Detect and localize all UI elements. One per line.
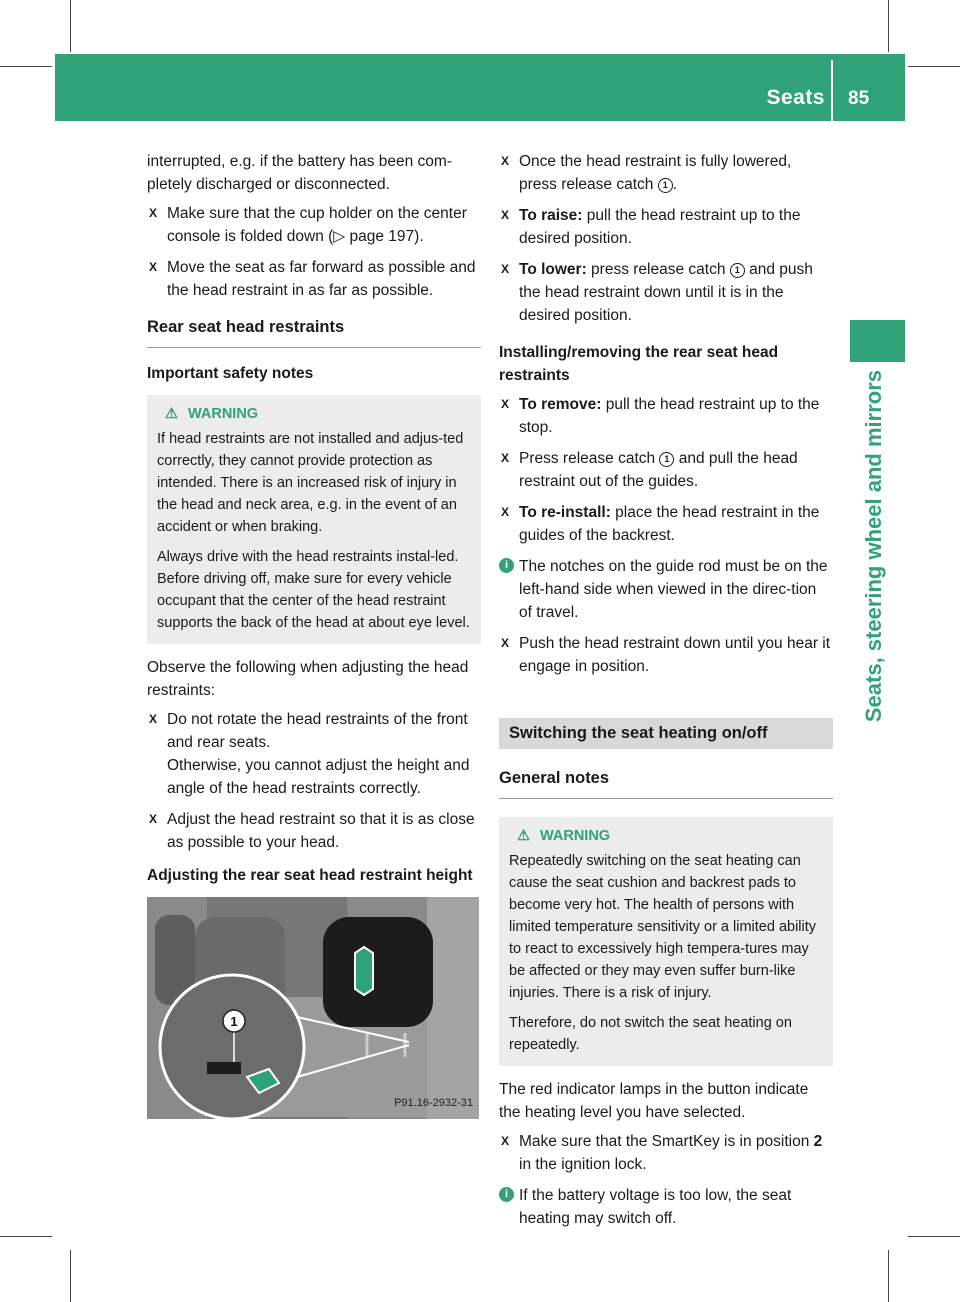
photo-reference: P91.16-2932-31 <box>394 1097 473 1109</box>
info-text: If the battery voltage is too low, the seat heating may switch off. <box>519 1187 792 1227</box>
warning-box <box>147 395 481 644</box>
step-to-reinstall <box>499 501 833 547</box>
warning-text: If head restraints are not installed and adjus-ted correctly, they cannot provide protection as intended. There is an increased risk of injury in the head and neck area, e.g. in the event of an accident or when braking. <box>157 431 464 535</box>
step-cup-holder: X Make sure that the cup holder on the center console is folded down (▷ page 197). <box>147 202 481 248</box>
step-keyword: To re-install: <box>519 504 611 521</box>
intro-text: interrupted, e.g. if the battery has been com-pletely discharged or disconnected. <box>147 153 453 193</box>
crop-mark <box>908 1236 960 1237</box>
callout-number-icon: 1 <box>659 452 674 467</box>
step-press-catch <box>499 150 833 196</box>
crop-mark <box>0 1236 52 1237</box>
warning-text: Repeatedly switching on the seat heating can cause the seat cushion and backrest pads to become very hot. The health of persons with limited temperature sensitivity or a limited ability to react to excessively high tempera-tures may be affected or they may even suffer burn-like injuries. There is a risk of injury. <box>509 853 817 1001</box>
header-divider <box>831 60 833 121</box>
step-text: and push the head restraint down until it is in the desired position. <box>519 261 813 324</box>
photo-callout-number: 1 <box>230 1014 238 1029</box>
step-text: and pull the head restraint out of the guides. <box>519 450 798 490</box>
warning-label: WARNING <box>540 828 611 844</box>
page-number: 85 <box>848 88 870 109</box>
step-text: in the ignition lock. <box>519 1156 647 1173</box>
warning-text: Always drive with the head restraints instal-led. Before driving off, make sure for every vehicle occupant that the center of the head restraint supports the back of the head at about eye level. <box>157 549 470 631</box>
head-restraint-illustration <box>147 897 479 1119</box>
step-move-seat: X Move the seat as far forward as possible and the head restraint in as far as possible. <box>147 256 481 302</box>
warning-triangle-icon: ⚠ <box>165 406 178 422</box>
callout-number-icon: 1 <box>730 263 745 278</box>
step-push-down: X Push the head restraint down until you hear it engage in position. <box>499 632 833 678</box>
page-section-title: Seats <box>766 86 825 109</box>
step-to-remove <box>499 393 833 439</box>
step-text: Press release catch <box>519 450 660 467</box>
warning-label: WARNING <box>188 406 259 422</box>
chapter-tab <box>850 320 905 362</box>
callout-number-icon: 1 <box>658 178 673 193</box>
step-keyword: 2 <box>813 1133 823 1150</box>
chapter-label <box>855 370 895 870</box>
info-icon: i <box>499 558 514 573</box>
step-keyword: To raise: <box>519 207 583 224</box>
step-keyword: To remove: <box>519 396 602 413</box>
step-text: Do not rotate the head restraints of the front and rear seats. <box>167 711 468 751</box>
step-smartkey <box>499 1130 833 1176</box>
head-restraint-photo <box>147 897 479 1119</box>
step-text: . <box>672 176 678 193</box>
step-keyword: To lower: <box>519 261 587 278</box>
crop-mark <box>908 66 960 67</box>
crop-mark <box>70 1250 71 1302</box>
warning-box <box>499 817 833 1066</box>
crop-mark <box>888 1250 889 1302</box>
observe-text: Observe the following when adjusting the head restraints: <box>147 659 469 699</box>
heading-adjust-height: Adjusting the rear seat head restraint height <box>147 867 473 884</box>
heading-install-remove: Installing/removing the rear seat head restraints <box>499 344 779 384</box>
heading-general-notes: General notes <box>499 767 833 799</box>
chapter-label-text: Seats, steering wheel and mirrors <box>861 370 886 723</box>
step-text: Once the head restraint is fully lowered, press release catch <box>519 153 792 193</box>
crop-mark <box>0 66 52 67</box>
step-do-not-rotate <box>147 708 481 800</box>
indicator-lamps-text: The red indicator lamps in the button indicate the heating level you have selected. <box>499 1081 809 1121</box>
left-column <box>147 150 481 1119</box>
info-battery <box>499 1184 833 1230</box>
info-notches <box>499 555 833 624</box>
step-text: pull the head restraint up to the stop. <box>519 396 820 436</box>
step-text: Make sure that the SmartKey is in position <box>519 1133 814 1150</box>
warning-text: Therefore, do not switch the seat heating on repeatedly. <box>509 1015 792 1053</box>
info-icon: i <box>499 1187 514 1202</box>
warning-triangle-icon: ⚠ <box>517 828 530 844</box>
crop-mark <box>70 0 71 52</box>
step-text: Otherwise, you cannot adjust the height and angle of the head restraints correctly. <box>167 757 470 797</box>
step-text: press release catch <box>586 261 730 278</box>
info-text: The notches on the guide rod must be on the left-hand side when viewed in the direc-tion of travel. <box>519 558 828 621</box>
step-to-lower <box>499 258 833 327</box>
heading-seat-heating: Switching the seat heating on/off <box>499 718 833 749</box>
right-column <box>499 150 833 1238</box>
step-adjust-close: X Adjust the head restraint so that it is as close as possible to your head. <box>147 808 481 854</box>
heading-rear-head-restraints: Rear seat head restraints <box>147 316 481 348</box>
step-to-raise <box>499 204 833 250</box>
step-text: place the head restraint in the guides of the backrest. <box>519 504 820 544</box>
heading-safety-notes: Important safety notes <box>147 365 314 382</box>
crop-mark <box>888 0 889 52</box>
step-text: pull the head restraint up to the desired position. <box>519 207 801 247</box>
step-press-release <box>499 447 833 493</box>
